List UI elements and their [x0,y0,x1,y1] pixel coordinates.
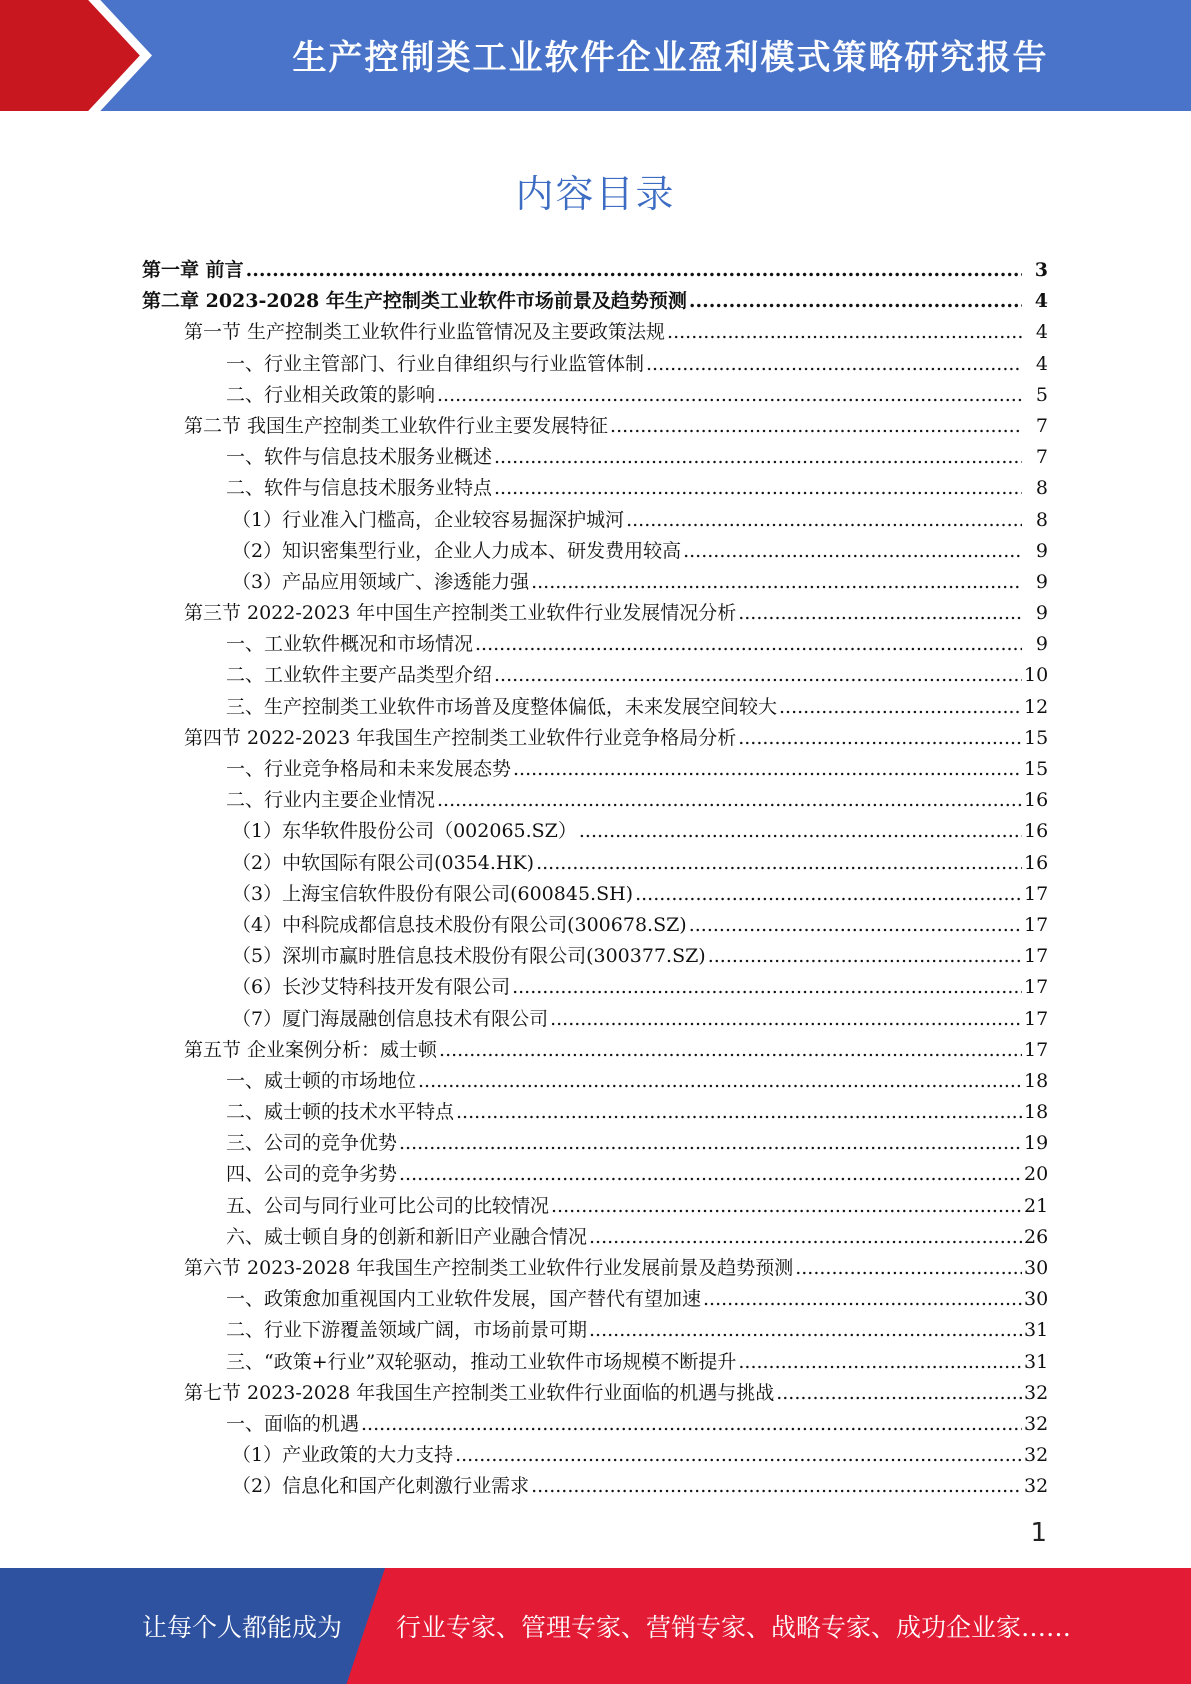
toc-entry[interactable] [0,1066,1191,1097]
toc-entry-title: 第四节 2022-2023 年我国生产控制类工业软件行业竞争格局分析 [184,726,737,749]
toc-dot-leader [551,1195,1022,1217]
toc-entry-title: 第六节 2023-2028 年我国生产控制类工业软件行业发展前景及趋势预测 [184,1257,794,1279]
toc-dot-leader [610,415,1022,437]
toc-entry-title: 四、公司的竞争劣势 [226,1163,398,1186]
toc-entry-title: 五、公司与同行业可比公司的比较情况 [226,1194,550,1217]
toc-dot-leader [456,1101,1022,1123]
toc-entry-page: 19 [1024,1132,1049,1155]
toc-entry-page: 17 [1024,976,1049,999]
toc-entry[interactable] [0,505,1191,536]
toc-dot-leader [635,883,1022,905]
toc-entry[interactable] [0,629,1191,660]
toc-entry-title: （1）产业政策的大力支持 [232,1444,454,1467]
toc-entry-title: 一、工业软件概况和市场情况 [226,633,474,656]
toc-entry-page: 17 [1024,1007,1049,1030]
toc-dot-leader [646,353,1022,375]
toc-entry-title: 二、行业内主要企业情况 [226,789,436,812]
toc-entry-title: 第一章 前言 [142,259,244,281]
toc-entry-title: 第二章 2023-2028 年生产控制类工业软件市场前景及趋势预测 [142,290,687,313]
toc-entry-page: 26 [1024,1225,1049,1248]
toc-entry-page: 4 [1035,321,1048,344]
toc-entry-title: 三、生产控制类工业软件市场普及度整体偏低，未来发展空间较大 [226,695,778,718]
toc-entry-page: 20 [1024,1163,1049,1186]
toc-entry[interactable] [0,1253,1191,1284]
toc-dot-leader [513,758,1022,780]
toc-entry[interactable] [0,941,1191,972]
toc-dot-leader [738,602,1022,624]
toc-dot-leader [361,1413,1022,1435]
toc-entry[interactable] [0,411,1191,442]
toc-entry[interactable] [0,473,1191,504]
toc-entry-page: 32 [1024,1412,1049,1435]
toc-dot-leader [579,820,1022,842]
toc-entry[interactable] [0,1035,1191,1066]
toc-entry[interactable] [0,1191,1191,1222]
toc-entry[interactable] [0,1347,1191,1378]
toc-entry-title: 三、“政策+行业”双轮驱动，推动工业软件市场规模不断提升 [226,1350,737,1373]
toc-dot-leader [667,321,1022,343]
toc-entry[interactable] [0,972,1191,1003]
toc-entry[interactable] [0,816,1191,847]
toc-entry-page: 16 [1024,820,1049,843]
header-red-arrow [0,0,150,111]
toc-entry-page: 8 [1035,508,1048,531]
toc-entry[interactable] [0,1222,1191,1253]
toc-entry-title: 一、面临的机遇 [226,1412,360,1435]
toc-entry-page: 5 [1035,383,1048,406]
toc-entry-page: 9 [1035,633,1048,656]
toc-entry-title: 第一节 生产控制类工业软件行业监管情况及主要政策法规 [184,321,666,344]
toc-dot-leader [708,945,1022,967]
toc-entry-title: 二、软件与信息技术服务业特点 [226,477,493,500]
toc-entry-page: 7 [1035,446,1048,469]
toc-dot-leader [589,1319,1022,1341]
toc-entry-page: 32 [1024,1381,1049,1404]
toc-entry[interactable] [0,567,1191,598]
toc-entry[interactable] [0,598,1191,629]
toc-entry[interactable] [0,380,1191,411]
toc-entry-page: 7 [1035,414,1048,437]
toc-entry-title: 第五节 企业案例分析：威士顿 [184,1038,438,1061]
footer-slogan-right: 行业专家、管理专家、营销专家、战略专家、成功企业家…… [396,1613,1072,1642]
toc-dot-leader [494,664,1022,686]
toc-entry[interactable] [0,910,1191,941]
toc-entry-page: 16 [1024,851,1049,874]
toc-dot-leader [776,1382,1022,1404]
toc-dot-leader [738,727,1022,749]
toc-dot-leader [494,477,1022,499]
toc-entry-title: （2）中软国际有限公司(0354.HK) [232,851,535,874]
toc-entry[interactable] [0,442,1191,473]
toc-dot-leader [795,1257,1022,1279]
toc-entry-page: 9 [1035,570,1048,593]
toc-entry-page: 10 [1024,664,1049,687]
footer-banner [0,1568,1191,1684]
toc-entry[interactable] [0,286,1191,317]
toc-entry-title: （1）行业准入门槛高，企业较容易掘深护城河 [232,508,625,531]
toc-dot-leader [550,1008,1022,1030]
toc-entry-page: 8 [1035,477,1048,500]
toc-entry-title: 一、行业竞争格局和未来发展态势 [226,758,512,780]
toc-entry-title: （7）厦门海晟融创信息技术有限公司 [232,1007,549,1030]
toc-dot-leader [589,1226,1022,1248]
toc-entry[interactable] [0,785,1191,816]
toc-entry-title: 六、威士顿自身的创新和新旧产业融合情况 [226,1225,588,1248]
toc-dot-leader [683,540,1022,562]
toc-entry[interactable] [0,879,1191,910]
toc-dot-leader [689,290,1022,312]
toc-entry-title: （4）中科院成都信息技术股份有限公司(300678.SZ) [232,913,687,936]
toc-entry-page: 17 [1024,945,1049,968]
toc-entry-title: 一、威士顿的市场地位 [226,1069,417,1092]
toc-entry[interactable] [0,1159,1191,1190]
toc-entry[interactable] [0,754,1191,785]
toc-entry-title: 第二节 我国生产控制类工业软件行业主要发展特征 [184,414,609,437]
toc-dot-leader [738,1351,1022,1373]
header-banner [0,0,1191,111]
toc-dot-leader [475,633,1022,655]
toc-entry-page: 9 [1035,539,1048,562]
toc-entry-page: 18 [1024,1069,1049,1092]
toc-entry-title: （2）信息化和国产化刺激行业需求 [232,1475,530,1498]
toc-entry-page: 30 [1024,1257,1049,1279]
toc-dot-leader [689,914,1022,936]
toc-entry[interactable] [0,1471,1191,1502]
page-number: 1 [1030,1518,1047,1548]
toc-entry-title: 一、软件与信息技术服务业概述 [226,446,493,469]
toc-dot-leader [439,1039,1022,1061]
toc-entry-page: 4 [1034,290,1048,313]
toc-entry-title: 二、行业相关政策的影响 [226,383,436,406]
toc-dot-leader [437,789,1022,811]
toc-entry-page: 17 [1024,913,1049,936]
toc-entry-title: 第三节 2022-2023 年中国生产控制类工业软件行业发展情况分析 [184,602,737,625]
toc-entry-page: 15 [1024,726,1049,749]
toc-entry[interactable] [0,660,1191,691]
toc-entry[interactable] [0,1378,1191,1409]
toc-entry-page: 15 [1024,758,1049,780]
toc-dot-leader [536,852,1022,874]
toc-entry-title: （3）产品应用领域广、渗透能力强 [232,570,530,593]
toc-entry-page: 21 [1024,1194,1049,1217]
toc-dot-leader [779,696,1022,718]
toc-entry-title: 二、行业下游覆盖领域广阔，市场前景可期 [226,1319,588,1342]
toc-entry-title: （6）长沙艾特科技开发有限公司 [232,976,511,999]
toc-entry-page: 18 [1024,1101,1049,1124]
toc-dot-leader [531,1475,1022,1497]
toc-entry[interactable] [0,1097,1191,1128]
toc-dot-leader [455,1444,1022,1466]
toc-dot-leader [494,446,1022,468]
toc-entry-title: 一、政策愈加重视国内工业软件发展，国产替代有望加速 [226,1288,702,1311]
toc-entry-page: 31 [1024,1350,1049,1373]
report-title: 生产控制类工业软件企业盈利模式策略研究报告 [292,37,1049,78]
toc-entry[interactable] [0,1440,1191,1471]
toc-entry-page: 32 [1024,1444,1049,1467]
toc-entry-title: 第七节 2023-2028 年我国生产控制类工业软件行业面临的机遇与挑战 [184,1381,775,1404]
toc-dot-leader [531,571,1022,593]
toc-dot-leader [512,976,1022,998]
toc-dot-leader [418,1070,1022,1092]
toc-heading: 内容目录 [515,172,676,216]
toc-entry-title: （3）上海宝信软件股份有限公司(600845.SH) [232,882,634,905]
toc-dot-leader [437,384,1022,406]
toc-entry-title: 一、行业主管部门、行业自律组织与行业监管体制 [226,352,645,375]
toc-entry[interactable] [0,1004,1191,1035]
toc-entry-page: 17 [1024,1038,1049,1061]
toc-entry[interactable] [0,692,1191,723]
toc-dot-leader [399,1132,1022,1154]
toc-entry[interactable] [0,723,1191,754]
toc-entry-title: 三、公司的竞争优势 [226,1132,398,1155]
toc-entry-page: 31 [1024,1319,1049,1342]
toc-entry-title: （1）东华软件股份公司（002065.SZ） [232,820,577,843]
toc-entry-page: 12 [1024,695,1049,718]
toc-entry-page: 16 [1024,789,1049,812]
toc-entry[interactable] [0,1128,1191,1159]
toc-entry-page: 17 [1024,882,1049,905]
toc-entry-page: 4 [1035,352,1048,375]
toc-entry[interactable] [0,1315,1191,1346]
toc-entry[interactable] [0,349,1191,380]
toc-dot-leader [703,1288,1022,1310]
toc-entry-title: （5）深圳市赢时胜信息技术股份有限公司(300377.SZ) [232,945,706,968]
toc-entry[interactable] [0,848,1191,879]
toc-entry-page: 9 [1035,602,1048,625]
toc-entry[interactable] [0,536,1191,567]
footer-slogan-left: 让每个人都能成为 [142,1613,343,1642]
toc-entry[interactable] [0,1284,1191,1315]
toc-entry-title: 二、威士顿的技术水平特点 [226,1101,455,1124]
toc-entry[interactable] [0,1409,1191,1440]
toc-entry-title: 二、工业软件主要产品类型介绍 [226,664,493,687]
toc-dot-leader [399,1163,1022,1185]
toc-dot-leader [246,259,1022,281]
toc-entry[interactable] [0,255,1191,286]
toc-entry-page: 30 [1024,1288,1049,1311]
toc-entry[interactable] [0,317,1191,348]
toc-entry-page: 3 [1034,259,1048,281]
toc-entry-title: （2）知识密集型行业，企业人力成本、研发费用较高 [232,539,682,562]
toc-dot-leader [626,509,1022,531]
toc-entry-page: 32 [1024,1475,1049,1498]
table-of-contents [0,255,1191,1503]
